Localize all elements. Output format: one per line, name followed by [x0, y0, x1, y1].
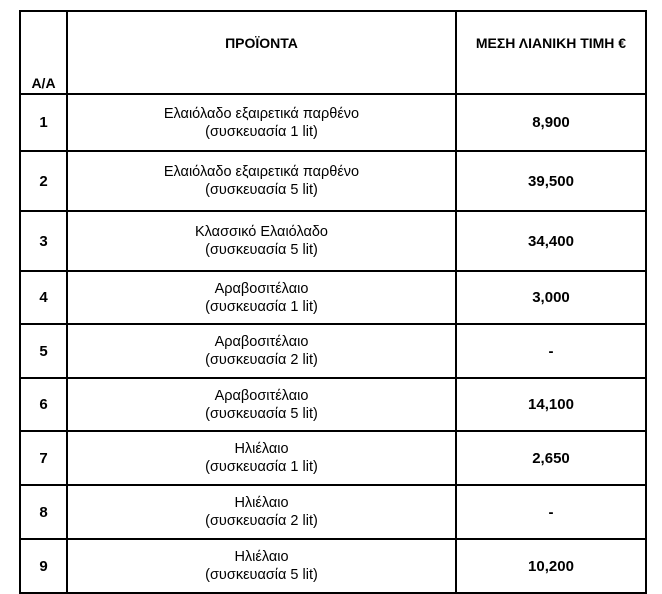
product-cell	[67, 94, 456, 151]
table-row	[20, 485, 646, 539]
header-price: ΜΕΣΗ ΛΙΑΝΙΚΗ ΤΙΜΗ €	[456, 11, 646, 94]
header-row	[20, 11, 646, 94]
product-cell	[67, 378, 456, 431]
row-number: 9	[20, 539, 67, 593]
price-value: 39,500	[456, 151, 646, 211]
product-package: (συσκευασία 5 lit)	[205, 182, 318, 198]
price-value: 10,200	[456, 539, 646, 593]
table-row	[20, 94, 646, 151]
row-number: 5	[20, 324, 67, 378]
product-cell	[67, 485, 456, 539]
product-name: Ελαιόλαδο εξαιρετικά παρθένο	[163, 164, 360, 180]
row-number: 2	[20, 151, 67, 211]
product-package: (συσκευασία 5 lit)	[205, 567, 318, 583]
table-row	[20, 378, 646, 431]
product-cell	[67, 539, 456, 593]
product-name: Ηλιέλαιο	[234, 549, 289, 565]
product-package: (συσκευασία 5 lit)	[205, 242, 318, 258]
row-number: 1	[20, 94, 67, 151]
price-value: 2,650	[456, 431, 646, 485]
product-name: Αραβοσιτέλαιο	[214, 280, 309, 297]
product-name: Ηλιέλαιο	[234, 441, 289, 457]
product-name: Ελαιόλαδο εξαιρετικά παρθένο	[163, 105, 360, 122]
table-row	[20, 151, 646, 211]
product-package: (συσκευασία 1 lit)	[205, 459, 318, 475]
row-number: 3	[20, 211, 67, 271]
product-cell	[67, 211, 456, 271]
price-value: 34,400	[456, 211, 646, 271]
table-row	[20, 539, 646, 593]
price-value: -	[456, 485, 646, 539]
product-package: (συσκευασία 1 lit)	[205, 298, 318, 315]
product-name: Κλασσικό Ελαιόλαδο	[194, 224, 328, 240]
price-value: 8,900	[456, 94, 646, 151]
price-table	[19, 10, 647, 594]
row-number: 7	[20, 431, 67, 485]
table-row	[20, 211, 646, 271]
product-package: (συσκευασία 2 lit)	[205, 513, 318, 529]
price-value: 14,100	[456, 378, 646, 431]
product-name: Αραβοσιτέλαιο	[214, 387, 309, 404]
table-row	[20, 271, 646, 324]
product-name: Ηλιέλαιο	[234, 495, 289, 511]
price-value: 3,000	[456, 271, 646, 324]
product-package: (συσκευασία 1 lit)	[205, 123, 318, 140]
row-number: 4	[20, 271, 67, 324]
row-number: 8	[20, 485, 67, 539]
product-name: Αραβοσιτέλαιο	[214, 334, 309, 350]
product-cell	[67, 271, 456, 324]
product-cell	[67, 151, 456, 211]
table-row	[20, 431, 646, 485]
product-package: (συσκευασία 2 lit)	[205, 352, 318, 368]
header-aa: Α/Α	[20, 11, 67, 94]
table-row	[20, 324, 646, 378]
product-cell	[67, 324, 456, 378]
price-value: -	[456, 324, 646, 378]
row-number: 6	[20, 378, 67, 431]
product-cell	[67, 431, 456, 485]
header-product: ΠΡΟΪΟΝΤΑ	[67, 11, 456, 94]
product-package: (συσκευασία 5 lit)	[205, 405, 318, 422]
